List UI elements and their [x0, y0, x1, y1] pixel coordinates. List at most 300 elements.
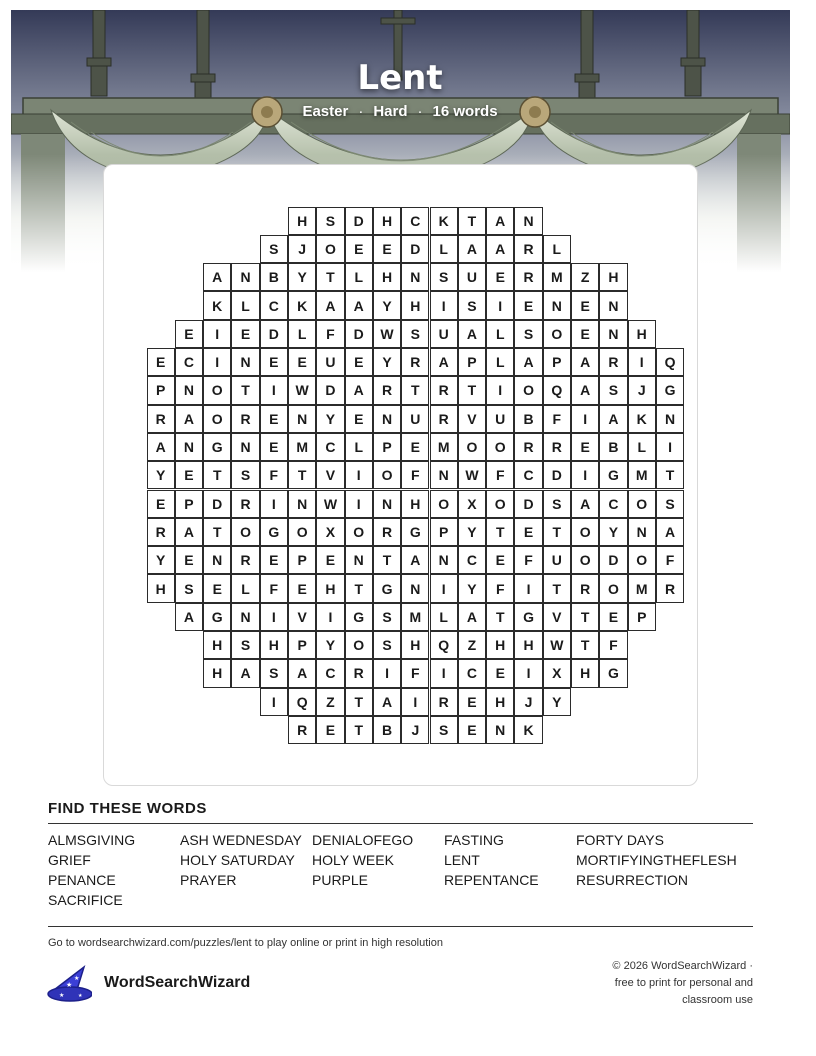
- grid-cell[interactable]: D: [203, 490, 231, 518]
- grid-cell[interactable]: H: [486, 688, 514, 716]
- grid-cell[interactable]: F: [486, 574, 514, 602]
- grid-cell[interactable]: A: [430, 348, 458, 376]
- grid-cell[interactable]: L: [628, 433, 656, 461]
- grid-cell[interactable]: T: [571, 603, 599, 631]
- grid-cell[interactable]: N: [430, 461, 458, 489]
- grid-cell[interactable]: N: [628, 518, 656, 546]
- grid-cell[interactable]: D: [401, 235, 429, 263]
- grid-cell[interactable]: R: [571, 574, 599, 602]
- grid-cell[interactable]: U: [316, 348, 344, 376]
- grid-cell[interactable]: R: [147, 405, 175, 433]
- grid-cell[interactable]: Z: [458, 631, 486, 659]
- grid-cell[interactable]: E: [571, 291, 599, 319]
- grid-cell[interactable]: L: [430, 603, 458, 631]
- grid-cell[interactable]: Y: [599, 518, 627, 546]
- grid-cell[interactable]: U: [458, 263, 486, 291]
- grid-cell[interactable]: I: [628, 348, 656, 376]
- grid-cell[interactable]: E: [458, 716, 486, 744]
- grid-cell[interactable]: C: [458, 546, 486, 574]
- grid-cell[interactable]: O: [514, 376, 542, 404]
- grid-cell[interactable]: F: [401, 659, 429, 687]
- grid-cell[interactable]: F: [543, 405, 571, 433]
- grid-cell[interactable]: Z: [571, 263, 599, 291]
- grid-cell[interactable]: M: [288, 433, 316, 461]
- grid-cell[interactable]: U: [430, 320, 458, 348]
- grid-cell[interactable]: N: [599, 320, 627, 348]
- grid-cell[interactable]: F: [514, 546, 542, 574]
- grid-cell[interactable]: P: [543, 348, 571, 376]
- grid-cell[interactable]: S: [231, 461, 259, 489]
- grid-cell[interactable]: G: [345, 603, 373, 631]
- grid-cell[interactable]: T: [571, 631, 599, 659]
- grid-cell[interactable]: N: [514, 207, 542, 235]
- grid-cell[interactable]: P: [288, 631, 316, 659]
- grid-cell[interactable]: C: [599, 490, 627, 518]
- grid-cell[interactable]: D: [543, 461, 571, 489]
- grid-cell[interactable]: Y: [543, 688, 571, 716]
- grid-cell[interactable]: O: [571, 546, 599, 574]
- grid-cell[interactable]: J: [514, 688, 542, 716]
- grid-cell[interactable]: A: [656, 518, 684, 546]
- grid-cell[interactable]: I: [260, 603, 288, 631]
- grid-cell[interactable]: N: [203, 546, 231, 574]
- grid-cell[interactable]: E: [571, 433, 599, 461]
- grid-cell[interactable]: N: [231, 433, 259, 461]
- grid-cell[interactable]: M: [401, 603, 429, 631]
- grid-cell[interactable]: P: [628, 603, 656, 631]
- grid-cell[interactable]: E: [486, 659, 514, 687]
- grid-cell[interactable]: T: [401, 376, 429, 404]
- grid-cell[interactable]: G: [401, 518, 429, 546]
- grid-cell[interactable]: T: [203, 518, 231, 546]
- grid-cell[interactable]: O: [203, 405, 231, 433]
- grid-cell[interactable]: C: [514, 461, 542, 489]
- grid-cell[interactable]: A: [175, 518, 203, 546]
- grid-cell[interactable]: I: [203, 348, 231, 376]
- grid-cell[interactable]: I: [260, 688, 288, 716]
- grid-cell[interactable]: N: [543, 291, 571, 319]
- grid-cell[interactable]: C: [175, 348, 203, 376]
- grid-cell[interactable]: L: [543, 235, 571, 263]
- grid-cell[interactable]: H: [401, 291, 429, 319]
- grid-cell[interactable]: P: [147, 376, 175, 404]
- grid-cell[interactable]: I: [486, 291, 514, 319]
- grid-cell[interactable]: D: [599, 546, 627, 574]
- grid-cell[interactable]: N: [288, 405, 316, 433]
- grid-cell[interactable]: A: [203, 263, 231, 291]
- grid-cell[interactable]: O: [231, 518, 259, 546]
- grid-cell[interactable]: Y: [458, 518, 486, 546]
- grid-cell[interactable]: I: [430, 574, 458, 602]
- grid-cell[interactable]: Y: [458, 574, 486, 602]
- grid-cell[interactable]: L: [486, 320, 514, 348]
- grid-cell[interactable]: S: [175, 574, 203, 602]
- grid-cell[interactable]: E: [175, 546, 203, 574]
- grid-cell[interactable]: X: [458, 490, 486, 518]
- grid-cell[interactable]: R: [514, 263, 542, 291]
- grid-cell[interactable]: R: [656, 574, 684, 602]
- grid-cell[interactable]: H: [514, 631, 542, 659]
- grid-cell[interactable]: R: [514, 433, 542, 461]
- grid-cell[interactable]: U: [486, 405, 514, 433]
- grid-cell[interactable]: A: [175, 405, 203, 433]
- grid-cell[interactable]: D: [345, 207, 373, 235]
- grid-cell[interactable]: I: [373, 659, 401, 687]
- grid-cell[interactable]: E: [147, 490, 175, 518]
- grid-cell[interactable]: C: [260, 291, 288, 319]
- grid-cell[interactable]: I: [345, 461, 373, 489]
- grid-cell[interactable]: I: [260, 490, 288, 518]
- grid-cell[interactable]: T: [458, 207, 486, 235]
- grid-cell[interactable]: L: [345, 263, 373, 291]
- grid-cell[interactable]: O: [430, 490, 458, 518]
- grid-cell[interactable]: A: [514, 348, 542, 376]
- grid-cell[interactable]: R: [345, 659, 373, 687]
- grid-cell[interactable]: S: [458, 291, 486, 319]
- grid-cell[interactable]: A: [401, 546, 429, 574]
- grid-cell[interactable]: H: [316, 574, 344, 602]
- grid-cell[interactable]: E: [203, 574, 231, 602]
- grid-cell[interactable]: W: [543, 631, 571, 659]
- grid-cell[interactable]: E: [486, 546, 514, 574]
- grid-cell[interactable]: T: [203, 461, 231, 489]
- grid-cell[interactable]: T: [458, 376, 486, 404]
- grid-cell[interactable]: L: [345, 433, 373, 461]
- grid-cell[interactable]: N: [401, 263, 429, 291]
- grid-cell[interactable]: R: [430, 405, 458, 433]
- grid-cell[interactable]: G: [656, 376, 684, 404]
- grid-cell[interactable]: V: [458, 405, 486, 433]
- grid-cell[interactable]: S: [401, 320, 429, 348]
- grid-cell[interactable]: R: [231, 546, 259, 574]
- grid-cell[interactable]: W: [458, 461, 486, 489]
- grid-cell[interactable]: S: [430, 716, 458, 744]
- grid-cell[interactable]: N: [599, 291, 627, 319]
- grid-cell[interactable]: E: [514, 291, 542, 319]
- grid-cell[interactable]: Y: [147, 546, 175, 574]
- grid-cell[interactable]: M: [628, 574, 656, 602]
- grid-cell[interactable]: Y: [373, 348, 401, 376]
- grid-cell[interactable]: F: [656, 546, 684, 574]
- grid-cell[interactable]: I: [430, 291, 458, 319]
- grid-cell[interactable]: C: [316, 433, 344, 461]
- grid-cell[interactable]: R: [373, 376, 401, 404]
- grid-cell[interactable]: E: [373, 235, 401, 263]
- grid-cell[interactable]: X: [316, 518, 344, 546]
- grid-cell[interactable]: H: [401, 631, 429, 659]
- grid-cell[interactable]: H: [373, 263, 401, 291]
- grid-cell[interactable]: S: [599, 376, 627, 404]
- grid-cell[interactable]: K: [203, 291, 231, 319]
- grid-cell[interactable]: G: [260, 518, 288, 546]
- grid-cell[interactable]: F: [316, 320, 344, 348]
- grid-cell[interactable]: G: [599, 659, 627, 687]
- grid-cell[interactable]: S: [373, 631, 401, 659]
- grid-cell[interactable]: E: [401, 433, 429, 461]
- grid-cell[interactable]: A: [486, 235, 514, 263]
- grid-cell[interactable]: I: [514, 574, 542, 602]
- grid-cell[interactable]: A: [288, 659, 316, 687]
- grid-cell[interactable]: V: [316, 461, 344, 489]
- grid-cell[interactable]: N: [373, 490, 401, 518]
- grid-cell[interactable]: N: [231, 263, 259, 291]
- grid-cell[interactable]: O: [571, 518, 599, 546]
- grid-cell[interactable]: J: [401, 716, 429, 744]
- grid-cell[interactable]: N: [486, 716, 514, 744]
- grid-cell[interactable]: E: [175, 320, 203, 348]
- grid-cell[interactable]: F: [260, 574, 288, 602]
- grid-cell[interactable]: N: [373, 405, 401, 433]
- grid-cell[interactable]: Q: [543, 376, 571, 404]
- grid-cell[interactable]: A: [458, 603, 486, 631]
- grid-cell[interactable]: T: [231, 376, 259, 404]
- grid-cell[interactable]: A: [231, 659, 259, 687]
- grid-cell[interactable]: R: [599, 348, 627, 376]
- grid-cell[interactable]: M: [430, 433, 458, 461]
- grid-cell[interactable]: E: [288, 574, 316, 602]
- grid-cell[interactable]: R: [231, 405, 259, 433]
- grid-cell[interactable]: O: [628, 490, 656, 518]
- grid-cell[interactable]: B: [260, 263, 288, 291]
- grid-cell[interactable]: I: [260, 376, 288, 404]
- grid-cell[interactable]: S: [543, 490, 571, 518]
- grid-cell[interactable]: I: [514, 659, 542, 687]
- grid-cell[interactable]: I: [316, 603, 344, 631]
- grid-cell[interactable]: V: [288, 603, 316, 631]
- grid-cell[interactable]: X: [543, 659, 571, 687]
- grid-cell[interactable]: E: [345, 235, 373, 263]
- grid-cell[interactable]: N: [288, 490, 316, 518]
- grid-cell[interactable]: S: [373, 603, 401, 631]
- grid-cell[interactable]: O: [345, 518, 373, 546]
- grid-cell[interactable]: Y: [373, 291, 401, 319]
- grid-cell[interactable]: E: [599, 603, 627, 631]
- grid-cell[interactable]: E: [458, 688, 486, 716]
- grid-cell[interactable]: S: [316, 207, 344, 235]
- grid-cell[interactable]: F: [599, 631, 627, 659]
- grid-cell[interactable]: A: [599, 405, 627, 433]
- grid-cell[interactable]: G: [373, 574, 401, 602]
- grid-cell[interactable]: P: [373, 433, 401, 461]
- grid-cell[interactable]: O: [599, 574, 627, 602]
- grid-cell[interactable]: H: [260, 631, 288, 659]
- grid-cell[interactable]: T: [345, 716, 373, 744]
- grid-cell[interactable]: W: [316, 490, 344, 518]
- grid-cell[interactable]: G: [599, 461, 627, 489]
- grid-cell[interactable]: S: [656, 490, 684, 518]
- grid-cell[interactable]: N: [401, 574, 429, 602]
- grid-cell[interactable]: H: [599, 263, 627, 291]
- grid-cell[interactable]: H: [401, 490, 429, 518]
- grid-cell[interactable]: R: [231, 490, 259, 518]
- grid-cell[interactable]: M: [543, 263, 571, 291]
- grid-cell[interactable]: I: [571, 405, 599, 433]
- grid-cell[interactable]: B: [514, 405, 542, 433]
- grid-cell[interactable]: I: [401, 688, 429, 716]
- grid-cell[interactable]: A: [345, 291, 373, 319]
- grid-cell[interactable]: Y: [288, 263, 316, 291]
- grid-cell[interactable]: L: [430, 235, 458, 263]
- grid-cell[interactable]: K: [430, 207, 458, 235]
- grid-cell[interactable]: S: [514, 320, 542, 348]
- grid-cell[interactable]: I: [656, 433, 684, 461]
- grid-cell[interactable]: K: [628, 405, 656, 433]
- grid-cell[interactable]: P: [288, 546, 316, 574]
- grid-cell[interactable]: L: [231, 574, 259, 602]
- grid-cell[interactable]: T: [543, 574, 571, 602]
- grid-cell[interactable]: H: [203, 631, 231, 659]
- grid-cell[interactable]: U: [543, 546, 571, 574]
- grid-cell[interactable]: W: [288, 376, 316, 404]
- grid-cell[interactable]: W: [373, 320, 401, 348]
- grid-cell[interactable]: N: [231, 348, 259, 376]
- grid-cell[interactable]: S: [260, 235, 288, 263]
- grid-cell[interactable]: G: [203, 433, 231, 461]
- grid-cell[interactable]: O: [373, 461, 401, 489]
- grid-cell[interactable]: R: [147, 518, 175, 546]
- grid-cell[interactable]: H: [628, 320, 656, 348]
- grid-cell[interactable]: H: [203, 659, 231, 687]
- grid-cell[interactable]: E: [260, 348, 288, 376]
- grid-cell[interactable]: N: [175, 376, 203, 404]
- grid-cell[interactable]: Q: [288, 688, 316, 716]
- grid-cell[interactable]: A: [571, 348, 599, 376]
- grid-cell[interactable]: T: [316, 263, 344, 291]
- grid-cell[interactable]: T: [656, 461, 684, 489]
- grid-cell[interactable]: C: [316, 659, 344, 687]
- grid-cell[interactable]: D: [316, 376, 344, 404]
- grid-cell[interactable]: N: [656, 405, 684, 433]
- grid-cell[interactable]: A: [571, 376, 599, 404]
- grid-cell[interactable]: F: [401, 461, 429, 489]
- grid-cell[interactable]: H: [288, 207, 316, 235]
- grid-cell[interactable]: V: [543, 603, 571, 631]
- grid-cell[interactable]: L: [288, 320, 316, 348]
- grid-cell[interactable]: O: [628, 546, 656, 574]
- grid-cell[interactable]: T: [543, 518, 571, 546]
- grid-cell[interactable]: G: [203, 603, 231, 631]
- grid-cell[interactable]: H: [147, 574, 175, 602]
- grid-cell[interactable]: D: [260, 320, 288, 348]
- grid-cell[interactable]: A: [486, 207, 514, 235]
- grid-cell[interactable]: E: [316, 716, 344, 744]
- grid-cell[interactable]: Q: [430, 631, 458, 659]
- grid-cell[interactable]: P: [175, 490, 203, 518]
- grid-cell[interactable]: K: [514, 716, 542, 744]
- grid-cell[interactable]: R: [514, 235, 542, 263]
- grid-cell[interactable]: T: [486, 603, 514, 631]
- grid-cell[interactable]: N: [345, 546, 373, 574]
- grid-cell[interactable]: E: [260, 433, 288, 461]
- grid-cell[interactable]: G: [514, 603, 542, 631]
- grid-cell[interactable]: H: [373, 207, 401, 235]
- grid-cell[interactable]: E: [147, 348, 175, 376]
- grid-cell[interactable]: P: [458, 348, 486, 376]
- grid-cell[interactable]: A: [373, 688, 401, 716]
- grid-cell[interactable]: T: [345, 688, 373, 716]
- grid-cell[interactable]: O: [345, 631, 373, 659]
- grid-cell[interactable]: A: [345, 376, 373, 404]
- grid-cell[interactable]: E: [486, 263, 514, 291]
- grid-cell[interactable]: P: [430, 518, 458, 546]
- grid-cell[interactable]: E: [231, 320, 259, 348]
- grid-cell[interactable]: E: [345, 405, 373, 433]
- grid-cell[interactable]: Y: [147, 461, 175, 489]
- grid-cell[interactable]: E: [571, 320, 599, 348]
- grid-cell[interactable]: K: [288, 291, 316, 319]
- grid-cell[interactable]: A: [458, 320, 486, 348]
- grid-cell[interactable]: T: [486, 518, 514, 546]
- grid-cell[interactable]: T: [373, 546, 401, 574]
- grid-cell[interactable]: B: [373, 716, 401, 744]
- grid-cell[interactable]: M: [628, 461, 656, 489]
- grid-cell[interactable]: O: [486, 490, 514, 518]
- grid-cell[interactable]: N: [231, 603, 259, 631]
- grid-cell[interactable]: T: [345, 574, 373, 602]
- grid-cell[interactable]: A: [458, 235, 486, 263]
- grid-cell[interactable]: E: [260, 405, 288, 433]
- grid-cell[interactable]: U: [401, 405, 429, 433]
- grid-cell[interactable]: S: [430, 263, 458, 291]
- grid-cell[interactable]: O: [203, 376, 231, 404]
- grid-cell[interactable]: F: [260, 461, 288, 489]
- grid-cell[interactable]: I: [203, 320, 231, 348]
- grid-cell[interactable]: R: [401, 348, 429, 376]
- grid-cell[interactable]: S: [260, 659, 288, 687]
- grid-cell[interactable]: I: [571, 461, 599, 489]
- grid-cell[interactable]: F: [486, 461, 514, 489]
- grid-cell[interactable]: E: [514, 518, 542, 546]
- grid-cell[interactable]: D: [345, 320, 373, 348]
- grid-cell[interactable]: H: [571, 659, 599, 687]
- grid-cell[interactable]: O: [288, 518, 316, 546]
- grid-cell[interactable]: R: [373, 518, 401, 546]
- grid-cell[interactable]: I: [430, 659, 458, 687]
- grid-cell[interactable]: H: [486, 631, 514, 659]
- grid-cell[interactable]: A: [316, 291, 344, 319]
- grid-cell[interactable]: E: [345, 348, 373, 376]
- grid-cell[interactable]: B: [599, 433, 627, 461]
- grid-cell[interactable]: D: [514, 490, 542, 518]
- grid-cell[interactable]: A: [175, 603, 203, 631]
- grid-cell[interactable]: O: [543, 320, 571, 348]
- grid-cell[interactable]: A: [147, 433, 175, 461]
- grid-cell[interactable]: R: [543, 433, 571, 461]
- grid-cell[interactable]: L: [486, 348, 514, 376]
- grid-cell[interactable]: S: [231, 631, 259, 659]
- grid-cell[interactable]: A: [571, 490, 599, 518]
- grid-cell[interactable]: R: [430, 688, 458, 716]
- grid-cell[interactable]: N: [430, 546, 458, 574]
- grid-cell[interactable]: Y: [316, 631, 344, 659]
- grid-cell[interactable]: J: [628, 376, 656, 404]
- grid-cell[interactable]: O: [458, 433, 486, 461]
- grid-cell[interactable]: T: [288, 461, 316, 489]
- grid-cell[interactable]: L: [231, 291, 259, 319]
- grid-cell[interactable]: E: [316, 546, 344, 574]
- grid-cell[interactable]: Z: [316, 688, 344, 716]
- grid-cell[interactable]: C: [401, 207, 429, 235]
- grid-cell[interactable]: N: [175, 433, 203, 461]
- grid-cell[interactable]: R: [288, 716, 316, 744]
- grid-cell[interactable]: I: [345, 490, 373, 518]
- grid-cell[interactable]: E: [175, 461, 203, 489]
- grid-cell[interactable]: J: [288, 235, 316, 263]
- grid-cell[interactable]: O: [486, 433, 514, 461]
- grid-cell[interactable]: Y: [316, 405, 344, 433]
- grid-cell[interactable]: C: [458, 659, 486, 687]
- grid-cell[interactable]: I: [486, 376, 514, 404]
